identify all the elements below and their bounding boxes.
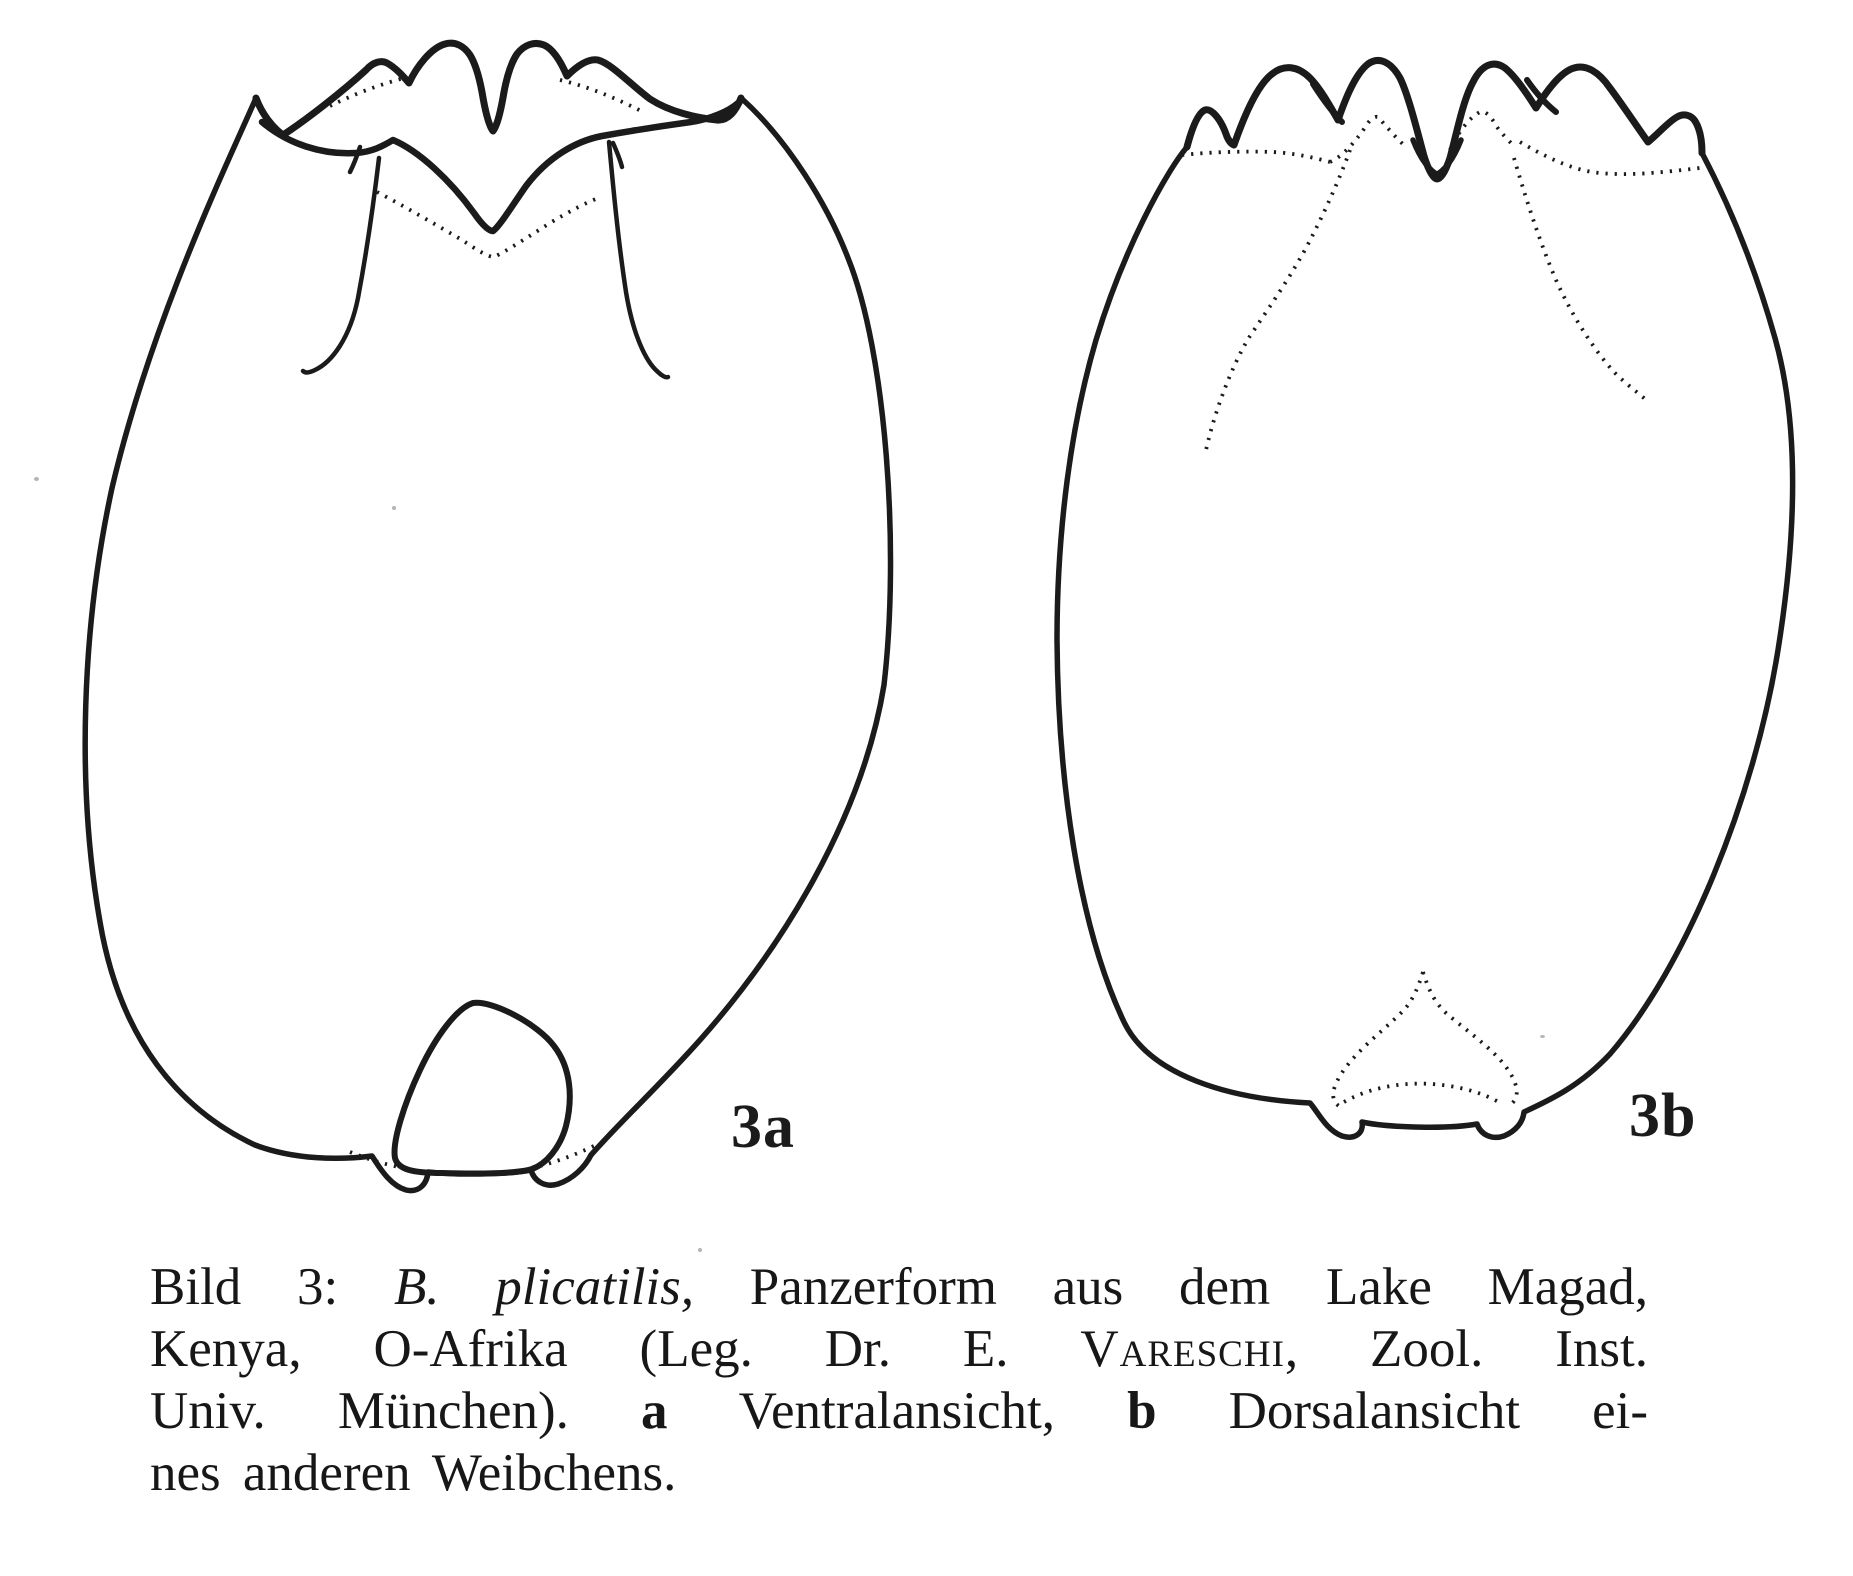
caption-text: Bild 3: — [150, 1258, 394, 1316]
fig3b-dotted-foot-arc — [1344, 1084, 1502, 1104]
caption-line-1 — [150, 1256, 1648, 1318]
fig3b-overlap-stroke-1 — [1313, 84, 1342, 122]
caption-line-4 — [150, 1442, 1648, 1504]
fig3a-right-fold-line — [609, 142, 668, 377]
fig3b-body-outline — [1057, 147, 1793, 1137]
caption-text: nes anderen Weibchens. — [150, 1444, 677, 1502]
collector-name-smallcaps: Vareschi — [1080, 1320, 1285, 1378]
caption-line-3 — [150, 1380, 1648, 1442]
fig3b-dotted-right-fold — [1514, 158, 1646, 400]
scan-speckle — [698, 1248, 702, 1252]
panel-label-3b: 3b — [1629, 1082, 1697, 1150]
fig3b-dotted-foot-right — [1423, 972, 1517, 1106]
caption-line-2 — [150, 1318, 1648, 1380]
fig3a-body-outline — [85, 98, 890, 1191]
fig3a-dotted-collar-v — [377, 192, 601, 257]
panel-ref-b-bold: b — [1127, 1382, 1157, 1440]
caption-text: Panzerform aus dem Lake Magad, — [694, 1258, 1648, 1316]
panel-ref-a-bold: a — [641, 1382, 668, 1440]
panel-3a-drawing — [85, 43, 890, 1190]
scan-speckle — [34, 477, 39, 481]
fig3a-foot-opening — [395, 1003, 570, 1174]
caption-text: Ventralansicht, — [667, 1382, 1128, 1440]
fig3b-dotted-margin-right — [1520, 142, 1700, 174]
caption-text: Univ. München). — [150, 1382, 641, 1440]
caption-text: , Zool. Inst. — [1284, 1320, 1648, 1378]
panel-label-3a: 3a — [731, 1093, 795, 1161]
species-name-italic: B. plicatilis, — [393, 1258, 695, 1316]
panel-3b-drawing — [1057, 60, 1793, 1137]
caption-text: Dorsalansicht ei- — [1156, 1382, 1648, 1440]
fig3b-dotted-margin-left — [1182, 152, 1330, 162]
fig3a-anterior-margin — [256, 43, 741, 135]
fig3a-right-spur — [613, 143, 622, 167]
scan-speckle — [1540, 1035, 1545, 1038]
caption-text: Kenya, O-Afrika (Leg. Dr. E. — [150, 1320, 1081, 1378]
fig3a-left-fold-line — [303, 158, 379, 372]
figure-caption — [150, 1256, 1648, 1504]
fig3b-anterior-margin — [1187, 60, 1702, 179]
scan-speckle — [392, 506, 396, 510]
fig3b-dotted-left-fold — [1205, 150, 1350, 455]
